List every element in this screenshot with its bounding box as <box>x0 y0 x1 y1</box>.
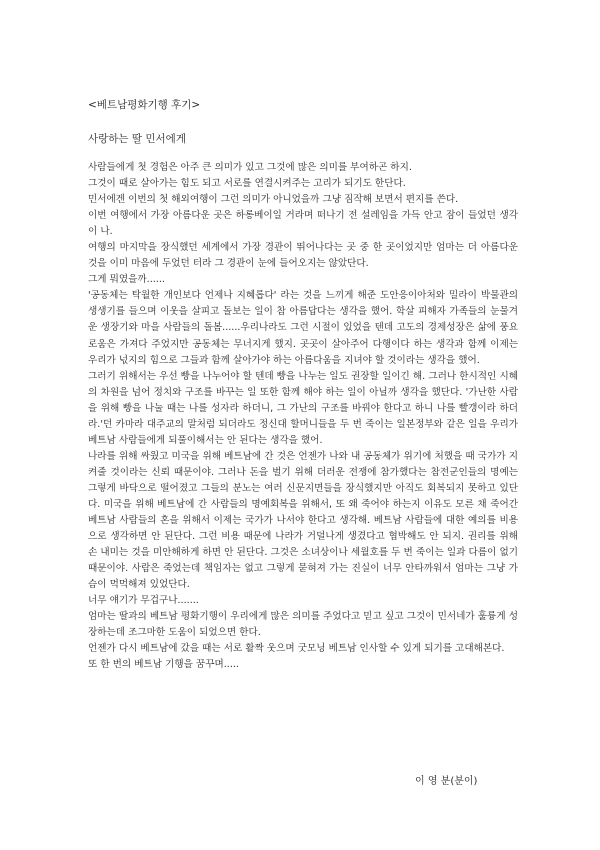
letter-body <box>88 160 518 674</box>
document-title: <베트남평화기행 후기> <box>88 99 201 111</box>
paragraph: 엄마는 딸과의 베트남 평화기행이 우리에게 많은 의미를 주었다고 믿고 싶고 그것이 민서네가 훌륭게 성장하는데 조그마한 도움이 되었으면 한다. <box>88 611 518 639</box>
paragraph: 사람들에게 첫 경험은 아주 큰 의미가 있고 그것에 많은 의미를 부여하곤 하지. <box>88 162 412 173</box>
paragraph: 이번 여행에서 가장 아름다운 곳은 하롱베이일 거라며 떠나기 전 설레임을 가득 안고 잠이 들었던 생각이 나. <box>88 210 518 238</box>
paragraph: 나라를 위해 싸웠고 미국을 위해 베트남에 간 것은 언젠가 나와 내 공동체가 위기에 처했을 때 국가가 지켜줄 것이라는 신뢰 때문이야. 그러나 돈을 벌기 위해 더러운 전쟁에 참가했다는 참전군인들의 명예는 그렇게 바닥으로 떨어졌고 그들의 분노는 여러 신문지면들을 장식했지만 아직도 회복되지 못하고 있단다. 미국을 위해 베트남에 간 사람들의 명예회복을 위해서, 또 왜 죽어야 하는지 이유도 모른 채 죽어간 베트남 사람들의 혼을 위해서 이제는 국가가 나서야 한다고 생각해. 베트남 사람들에 대한 예의를 비용으로 생각하면 안 된단다. 그런 비용 때문에 나라가 거덜나게 생겼다고 협박해도 안 되지. 권리를 위해 손 내미는 것을 미안해하게 하면 안 된단다. 그것은 소녀상이나 세월호를 두 번 죽이는 일과 다름이 없기 때문이야. 사람은 죽었는데 책임자는 없고 그렇게 묻혀져 가는 진실이 너무 안타까워서 엄마는 그냥 가슴이 먹먹해져 있었단다. <box>88 450 518 591</box>
paragraph: 그게 뭐였을까...... <box>88 274 165 286</box>
paragraph: 또 한 번의 베트남 기행을 꿈꾸며..... <box>88 659 239 671</box>
paragraph: 그것이 때로 살아가는 힘도 되고 서로를 연결시켜주는 고리가 되기도 한단다. <box>88 178 406 190</box>
paragraph: 민서에겐 이번의 첫 해외여행이 그런 의미가 아니었을까 그냥 짐작해 보면서 편지를 쓴다. <box>88 194 459 206</box>
paragraph: 여행의 마지막을 장식했던 세계에서 가장 경관이 뛰어나다는 곳 중 한 곳이었지만 엄마는 더 아름다운 것을 이미 마음에 두었던 터라 그 경관이 눈에 들어오지는 않았단다. <box>88 242 518 270</box>
paragraph: 그러기 위해서는 우선 빵을 나누어야 할 텐데 빵을 나누는 일도 권장할 일이긴 해. 그러나 한시적인 시혜의 차원을 넘어 정치와 구조를 바꾸는 일 또한 함께 해야 하는 일이 아닐까 생각을 했단다. '가난한 사람을 위해 빵을 나눌 때는 나를 성자라 하더니, 그 가난의 구조를 바꿔야 한다고 하니 나를 빨갱이라 하더라.'던 카마라 대주교의 말처럼 되더라도 정신대 할머니들을 두 번 죽이는 일본정부와 같은 일을 우리가 베트남 사람들에게 되풀이해서는 안 된다는 생각을 했어. <box>88 370 518 446</box>
signature: 이 영 분(분이) <box>415 776 478 787</box>
greeting-line: 사랑하는 딸 민서에게 <box>88 133 186 145</box>
paragraph: 언젠가 다시 베트남에 갔을 때는 서로 활짝 웃으며 굿모닝 베트남 인사할 수 있게 되기를 고대해본다. <box>88 643 505 655</box>
paragraph: 너무 얘기가 무겁구나....... <box>88 595 199 607</box>
paragraph: '공동체는 탁월한 개인보다 언제나 지혜롭다' 라는 것을 느끼게 해준 도안응이아처와 밀라이 박물관의 생생기를 들으며 이웃을 살피고 돌보는 일이 참 아름답다는 생각을 했어. 학살 피해자 가족들의 눈물겨운 생장기와 마을 사람들의 돌봄......우리나라도 그런 시절이 있었을 텐데 고도의 경제성장은 삶에 풍요로움은 가져다 주었지만 공동체는 무너지게 했지. 곳곳이 살아주어 다행이다 하는 생각과 함께 이제는 우리가 넋지의 힘으로 그들과 함께 살아가야 하는 아름다움을 지녀야 할 것이라는 생각을 했어. <box>88 290 518 366</box>
